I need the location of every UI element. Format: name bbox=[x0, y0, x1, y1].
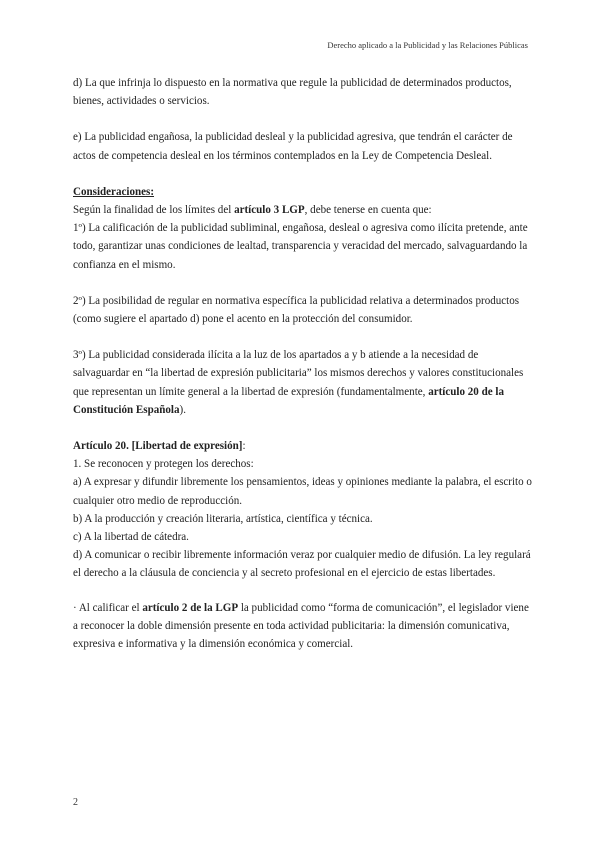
consideration-point-3: 3º) La publicidad considerada ilícita a la luz de los apartados a y b atiende a la necesidad de salvaguardar en “la libertad de expresión publicitaria” los mismos derechos y valores constitucionales que representan un límite general a la libertad de expresión (fundamentalmente, artículo 20 de la Constitución Española). bbox=[73, 349, 524, 416]
closing-paragraph: · Al calificar el artículo 2 de la LGP la publicidad como “forma de comunicación”, el legislador viene a reconocer la doble dimensión presente en toda actividad publicitaria: la dimensión comunicativa, expresiva e informativa y la dimensión económica y comercial. bbox=[73, 601, 529, 651]
article-20-item-a: a) A expresar y difundir libremente los pensamientos, ideas y opiniones mediante la palabra, el escrito o cualquier otro medio de reproducción. bbox=[73, 476, 532, 507]
article-20-title: Artículo 20. [Libertad de expresión]: bbox=[73, 440, 246, 453]
article-20-item-d: d) A comunicar o recibir libremente información veraz por cualquier medio de difusión. La ley regulará el derecho a la cláusula de conciencia y al secreto profesional en el ejercicio de estas libertades. bbox=[73, 549, 531, 580]
article-20-item-1: 1. Se reconocen y protegen los derechos: bbox=[73, 458, 254, 471]
article-20-item-c: c) A la libertad de cátedra. bbox=[73, 531, 189, 544]
consideration-point-1: 1º) La calificación de la publicidad subliminal, engañosa, desleal o agresiva como ilícita pretende, ante todo, garantizar unas condiciones de lealtad, transparencia y veracidad del mercado, salvaguardando la confianza en el mismo. bbox=[73, 222, 528, 271]
document-body bbox=[73, 74, 535, 653]
considerations-intro: Según la finalidad de los límites del artículo 3 LGP, debe tenerse en cuenta que: bbox=[73, 204, 432, 217]
consideration-point-2: 2º) La posibilidad de regular en normativa específica la publicidad relativa a determinados productos (como sugiere el apartado d) pone el acento en la protección del consumidor. bbox=[73, 294, 520, 326]
paragraph-e: e) La publicidad engañosa, la publicidad desleal y la publicidad agresiva, que tendrán el carácter de actos de competencia desleal en los términos contemplados en la Ley de Competencia Desleal. bbox=[73, 131, 513, 162]
page-number: 2 bbox=[73, 797, 78, 808]
article-2-lgp-reference: artículo 2 de la LGP bbox=[142, 601, 239, 614]
running-header: Derecho aplicado a la Publicidad y las Relaciones Públicas bbox=[327, 40, 528, 50]
article-3-reference: artículo 3 LGP bbox=[234, 204, 305, 217]
article-20-ce-reference: artículo 20 de la Constitución Española bbox=[73, 385, 504, 416]
considerations-heading: Consideraciones: bbox=[73, 185, 155, 198]
paragraph-d: d) La que infrinja lo dispuesto en la normativa que regule la publicidad de determinados productos, bienes, actividades o servicios. bbox=[73, 77, 512, 108]
article-20-item-b: b) A la producción y creación literaria, artística, científica y técnica. bbox=[73, 512, 373, 525]
